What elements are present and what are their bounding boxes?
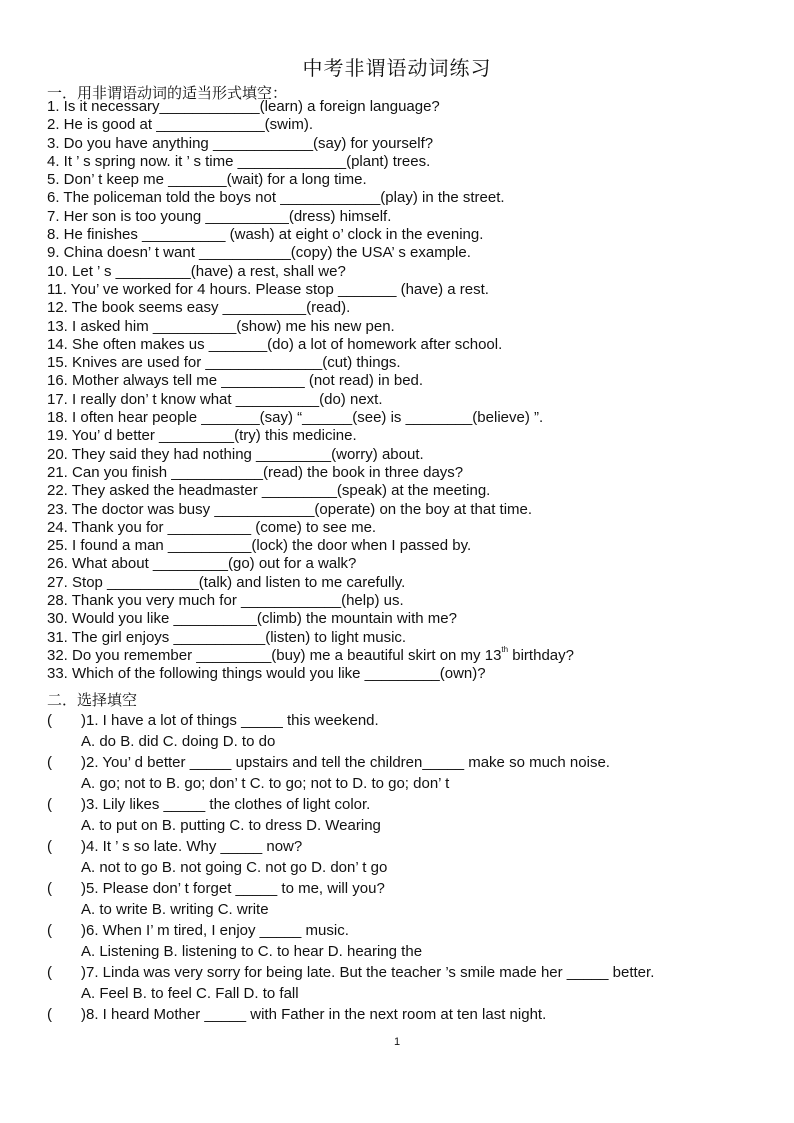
mc-item xyxy=(47,962,767,1004)
question-item: 3. Do you have anything ____________(say) for yourself? xyxy=(47,134,434,152)
question-item: 20. They said they had nothing _________(worry) about. xyxy=(47,445,424,463)
mc-stem: )2. You’ d better _____ upstairs and tell the children_____ make so much noise. xyxy=(81,754,610,771)
mc-options: A. not to go B. not going C. not go D. don’ t go xyxy=(81,859,388,876)
question-item: 33. Which of the following things would you like _________(own)? xyxy=(47,665,486,683)
answer-paren: ( xyxy=(47,796,52,813)
multiple-choice-list xyxy=(47,710,767,1025)
question-item: 13. I asked him __________(show) me his new pen. xyxy=(47,317,395,335)
mc-item xyxy=(47,1004,767,1025)
question-item: 28. Thank you very much for ____________(help) us. xyxy=(47,592,404,610)
question-item: 31. The girl enjoys ___________(listen) to light music. xyxy=(47,628,407,646)
question-item: 9. China doesn’ t want ___________(copy) the USA’ s example. xyxy=(47,244,471,262)
question-item: 23. The doctor was busy ____________(operate) on the boy at that time. xyxy=(47,500,533,518)
question-item: 7. Her son is too young __________(dress) himself. xyxy=(47,207,392,225)
answer-paren: ( xyxy=(47,964,52,981)
question-item: 1. Is it necessary____________(learn) a foreign language? xyxy=(47,98,440,115)
question-item: 6. The policeman told the boys not ____________(play) in the street. xyxy=(47,189,505,207)
mc-options: A. to put on B. putting C. to dress D. Wearing xyxy=(81,817,381,834)
question-item: 24. Thank you for __________ (come) to see me. xyxy=(47,518,377,536)
question-item: 16. Mother always tell me __________ (not read) in bed. xyxy=(47,372,424,390)
mc-stem: )6. When I’ m tired, I enjoy _____ music. xyxy=(81,922,349,939)
question-item: 17. I really don’ t know what __________(do) next. xyxy=(47,390,383,408)
answer-paren: ( xyxy=(47,1006,52,1023)
answer-paren: ( xyxy=(47,922,52,939)
mc-stem: )4. It ’ s so late. Why _____ now? xyxy=(81,838,303,855)
page-number: 1 xyxy=(393,1036,401,1048)
mc-item xyxy=(47,794,767,836)
mc-options: A. Feel B. to feel C. Fall D. to fall xyxy=(81,985,299,1002)
question-item-32 xyxy=(47,644,767,665)
question-item: 18. I often hear people _______(say) “______(see) is ________(believe) ”. xyxy=(47,409,544,427)
mc-item xyxy=(47,920,767,962)
answer-paren: ( xyxy=(47,712,52,729)
fill-in-question-list xyxy=(47,98,767,684)
question-item: 5. Don’ t keep me _______(wait) for a long time. xyxy=(47,171,367,189)
question-item: 11. You’ ve worked for 4 hours. Please stop _______ (have) a rest. xyxy=(47,280,489,298)
question-item: 8. He finishes __________ (wash) at eight o’ clock in the evening. xyxy=(47,226,484,244)
ordinal-suffix: th xyxy=(501,644,509,654)
section-2-heading: 二．选择填空 xyxy=(47,691,138,709)
question-item: 22. They asked the headmaster _________(speak) at the meeting. xyxy=(47,482,491,500)
answer-paren: ( xyxy=(47,754,52,771)
question-item: 2. He is good at _____________(swim). xyxy=(47,116,314,134)
question-item: 27. Stop ___________(talk) and listen to me carefully. xyxy=(47,573,406,591)
question-item: 21. Can you finish ___________(read) the book in three days? xyxy=(47,463,464,481)
question-text: 32. Do you remember _________(buy) me a beautiful skirt on my 13 xyxy=(47,646,502,664)
mc-stem: )8. I heard Mother _____ with Father in the next room at ten last night. xyxy=(81,1006,547,1023)
question-item: 25. I found a man __________(lock) the door when I passed by. xyxy=(47,537,472,555)
answer-paren: ( xyxy=(47,838,52,855)
mc-options: A. to write B. writing C. write xyxy=(81,901,269,918)
mc-options: A. do B. did C. doing D. to do xyxy=(81,733,276,750)
mc-options: A. go; not to B. go; don’ t C. to go; not to D. to go; don’ t xyxy=(81,775,450,792)
question-tail: birthday? xyxy=(508,646,574,664)
mc-item xyxy=(47,710,767,752)
mc-stem: )7. Linda was very sorry for being late. But the teacher ’s smile made her _____ better. xyxy=(81,964,655,981)
mc-item xyxy=(47,836,767,878)
mc-stem: )3. Lily likes _____ the clothes of light color. xyxy=(81,796,371,813)
question-item: 26. What about _________(go) out for a walk? xyxy=(47,555,357,573)
mc-item xyxy=(47,752,767,794)
question-item: 30. Would you like __________(climb) the mountain with me? xyxy=(47,610,457,628)
answer-paren: ( xyxy=(47,880,52,897)
question-item: 14. She often makes us _______(do) a lot of homework after school. xyxy=(47,335,503,353)
question-item: 12. The book seems easy __________(read). xyxy=(47,299,351,317)
section-1-heading: 一．用非谓语动词的适当形式填空： xyxy=(47,84,288,102)
question-item: 15. Knives are used for ______________(cut) things. xyxy=(47,354,401,372)
question-item: 4. It ’ s spring now. it ’ s time _____________(plant) trees. xyxy=(47,152,431,170)
mc-stem: )1. I have a lot of things _____ this weekend. xyxy=(81,712,379,729)
mc-stem: )5. Please don’ t forget _____ to me, will you? xyxy=(81,880,385,897)
mc-options: A. Listening B. listening to C. to hear D. hearing the xyxy=(81,943,423,960)
worksheet-title: 中考非谓语动词练习 xyxy=(302,56,492,80)
mc-item xyxy=(47,878,767,920)
question-item: 19. You’ d better _________(try) this medicine. xyxy=(47,427,357,445)
question-item: 10. Let ’ s _________(have) a rest, shall we? xyxy=(47,262,346,280)
